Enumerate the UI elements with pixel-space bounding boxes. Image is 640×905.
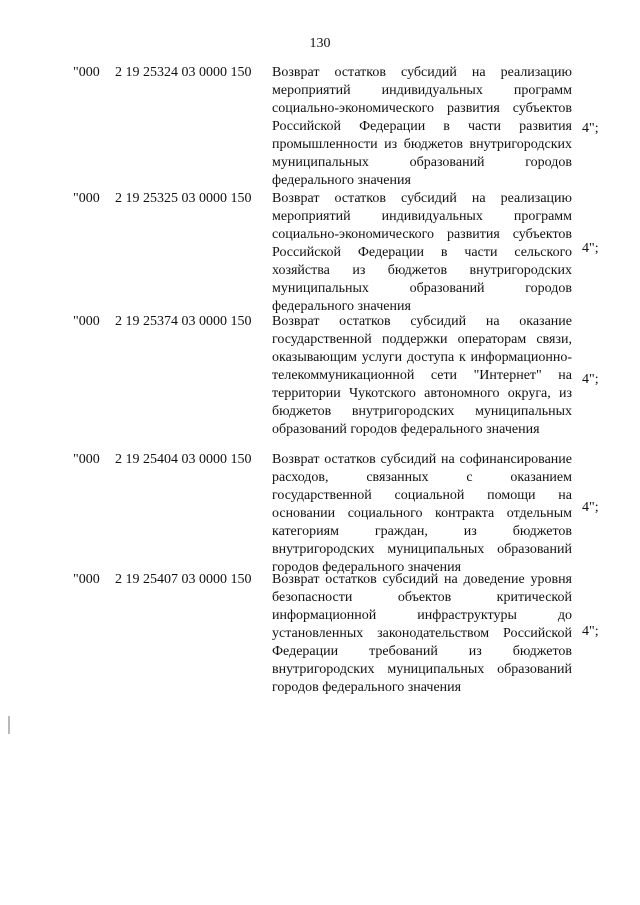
scan-margin-mark <box>8 716 10 734</box>
budget-classification-code: 2 19 25374 03 0000 150 <box>115 314 252 329</box>
entry-description: Возврат остатков субсидий на реализацию мероприятий индивидуальных программ социально-экономического развития субъектов Российской Федерации в части развития промышленности из бюджетов внутригородских муниципальных образований городов федерального значения <box>272 65 572 188</box>
entry-prefix: "000 <box>73 572 100 587</box>
entry-prefix: "000 <box>73 65 100 80</box>
entry-description: Возврат остатков субсидий на оказание государственной поддержки операторам связи, оказывающим услуги доступа к информационно-телекоммуникационной сети "Интернет" на территории Чукотского автономного округа, из бюджетов внутригородских муниципальных образований городов федерального значения <box>272 314 572 437</box>
budget-classification-code: 2 19 25407 03 0000 150 <box>115 572 252 587</box>
entry-suffix: 4"; <box>582 241 599 256</box>
entry-prefix: "000 <box>73 452 100 467</box>
budget-classification-code: 2 19 25324 03 0000 150 <box>115 65 252 80</box>
entry-suffix: 4"; <box>582 121 599 136</box>
entry-prefix: "000 <box>73 191 100 206</box>
entry-description: Возврат остатков субсидий на реализацию мероприятий индивидуальных программ социально-экономического развития субъектов Российской Федерации в части сельского хозяйства из бюджетов внутригородских муниципальных образований городов федерального значения <box>272 191 572 314</box>
page-number: 130 <box>309 36 331 51</box>
entry-suffix: 4"; <box>582 372 599 387</box>
entry-prefix: "000 <box>73 314 100 329</box>
entry-description: Возврат остатков субсидий на софинансирование расходов, связанных с оказанием государственной социальной помощи на основании социального контракта отдельным категориям граждан, из бюджетов внутригородских муниципальных образований городов федерального значения <box>272 452 572 575</box>
entry-suffix: 4"; <box>582 624 599 639</box>
budget-classification-code: 2 19 25325 03 0000 150 <box>115 191 252 206</box>
budget-classification-code: 2 19 25404 03 0000 150 <box>115 452 252 467</box>
entry-description: Возврат остатков субсидий на доведение уровня безопасности объектов критической информационной инфраструктуры до установленных законодательством Российской Федерации требований из бюджетов внутригородских муниципальных образований городов федерального значения <box>272 572 572 695</box>
entry-suffix: 4"; <box>582 500 599 515</box>
